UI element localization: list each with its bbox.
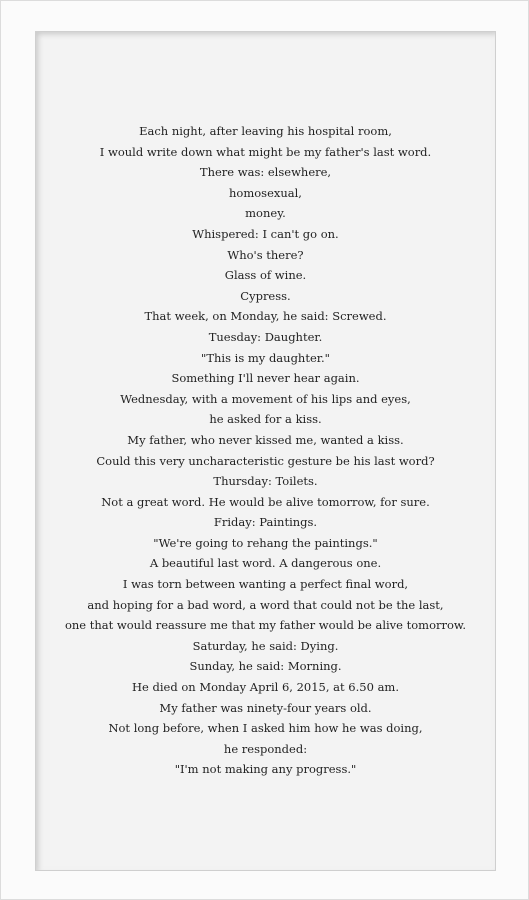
poem-line: homosexual, — [229, 185, 302, 200]
poem-line: Who's there? — [227, 247, 304, 262]
poem-line: Thursday: Toilets. — [213, 474, 318, 489]
poem-line: Each night, after leaving his hospital room, — [139, 124, 392, 138]
poem-line: one that would reassure me that my father would be alive tomorrow. — [64, 618, 467, 633]
poem-line: and hoping for a bad word, a word that could not be the last, — [87, 597, 444, 612]
poem-line: My father, who never kissed me, wanted a kiss. — [127, 432, 404, 447]
poem-line: Not long before, when I asked him how he was doing, — [108, 721, 423, 736]
poem-line: That week, on Monday, he said: Screwed. — [144, 309, 387, 324]
poem-line: Saturday, he said: Dying. — [192, 638, 339, 653]
poem-line: Tuesday: Daughter. — [208, 329, 323, 344]
poem-text — [1, 121, 529, 780]
poem-line: "I'm not making any progress." — [174, 762, 357, 777]
poem-line: Friday: Paintings. — [213, 515, 318, 530]
poem-line: Something I'll never hear again. — [171, 371, 360, 386]
poem-line: I would write down what might be my father's last word. — [99, 144, 432, 159]
poem-line: money. — [245, 206, 286, 221]
poem-line: Glass of wine. — [224, 268, 307, 283]
poem-line: There was: elsewhere, — [199, 165, 332, 180]
poem-line: A beautiful last word. A dangerous one. — [149, 556, 382, 571]
poem-line: Cypress. — [240, 288, 291, 303]
poem-line: Could this very uncharacteristic gesture be his last word? — [96, 453, 435, 468]
poem-line: "This is my daughter." — [201, 350, 330, 365]
poem-line: Sunday, he said: Morning. — [189, 659, 342, 674]
poem-line: Whispered: I can't go on. — [192, 226, 339, 241]
poem-line: Wednesday, with a movement of his lips and eyes, — [120, 391, 411, 406]
poem-line: he responded: — [223, 741, 308, 756]
poem-line: I was torn between wanting a perfect final word, — [122, 577, 409, 592]
poem-line: he asked for a kiss. — [209, 412, 322, 427]
poem-line: "We're going to rehang the paintings." — [153, 535, 378, 550]
poem-line: Not a great word. He would be alive tomorrow, for sure. — [101, 494, 430, 509]
poem-line: My father was ninety-four years old. — [159, 700, 372, 715]
poem-line: He died on Monday April 6, 2015, at 6.50 am. — [131, 680, 399, 695]
